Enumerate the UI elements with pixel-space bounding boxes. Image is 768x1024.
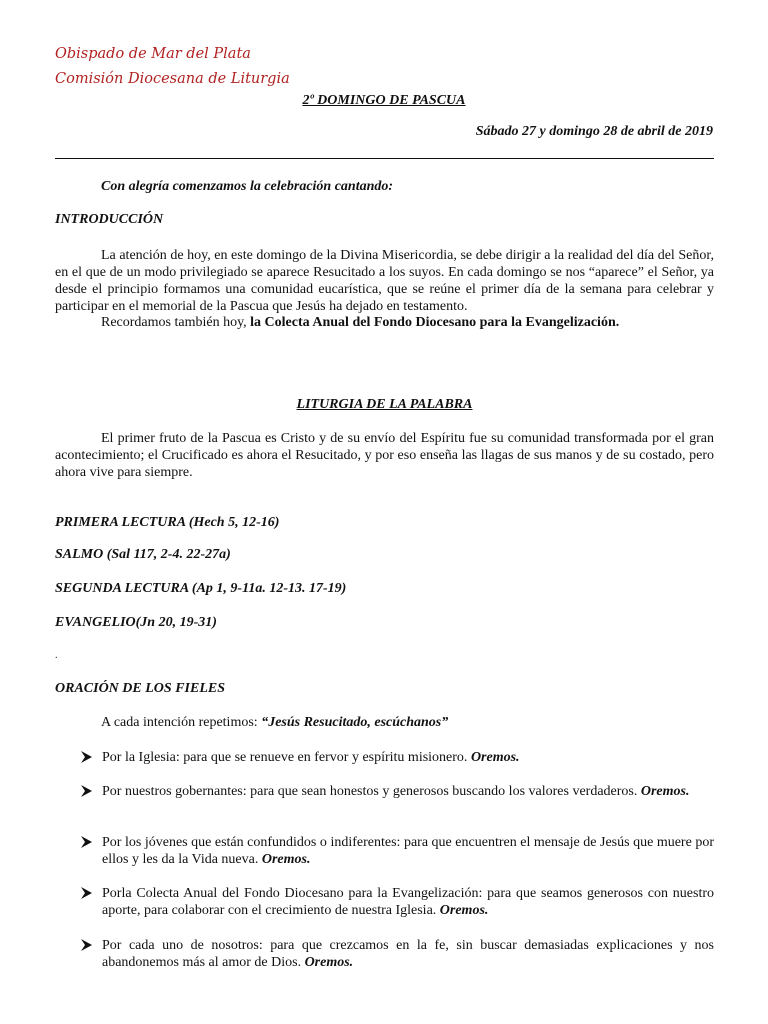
response-prefix: A cada intención repetimos: <box>101 715 258 730</box>
intention-text: Por la Iglesia: para que se renueve en fervor y espíritu misionero. Oremos. <box>102 750 520 765</box>
intention-text: Por los jóvenes que están confundidos o indiferentes: para que encuentren el mensaje de Jesús que muere por ellos y les da la Vida nueva. Oremos. <box>102 835 714 867</box>
arrow-bullet-icon <box>80 834 94 850</box>
intention-text: Porla Colecta Anual del Fondo Diocesano para la Evangelización: para que seamos generosos con nuestro aporte, para colaborar con el crecimiento de nuestra Iglesia. Oremos. <box>102 886 714 918</box>
intention-item <box>80 885 714 919</box>
intro-heading: INTRODUCCIÓN <box>55 212 164 227</box>
arrow-bullet-icon <box>80 937 94 953</box>
intention-text: Por nuestros gobernantes: para que sean honestos y generosos buscando los valores verdaderos. Oremos. <box>102 784 690 799</box>
intro-paragraph: La atención de hoy, en este domingo de la Divina Misericordia, se debe dirigir a la realidad del día del Señor, en el que de un modo privilegiado se aparece Resucitado a los suyos. En cada domingo se nos “aparece” el Señor, ya desde el principio formamos una comunidad eucarística, que se reúne el primer día de la semana para celebrar y participar en el memorial de la Pascua que Jesús ha dejado en testamento. <box>55 248 714 314</box>
reading-gospel: EVANGELIO(Jn 20, 19-31) <box>55 615 217 630</box>
intention-item <box>80 749 714 766</box>
liturgy-commission-name: Comisión Diocesana de Liturgia <box>55 71 290 87</box>
intention-item <box>80 783 714 800</box>
reading-psalm: SALMO (Sal 117, 2-4. 22-27a) <box>55 547 231 562</box>
colecta-prefix: Recordamos también hoy, <box>101 315 247 330</box>
fieles-heading: ORACIÓN DE LOS FIELES <box>55 681 225 696</box>
horizontal-rule <box>55 158 714 159</box>
colecta-reminder <box>55 314 714 331</box>
page-title: 2º DOMINGO DE PASCUA <box>302 93 466 108</box>
intention-text: Por cada uno de nosotros: para que crezcamos en la fe, sin buscar demasiadas explicaciones y nos abandonemos más al amor de Dios. Oremos. <box>102 938 714 970</box>
date-line: Sábado 27 y domingo 28 de abril de 2019 <box>475 124 713 139</box>
arrow-bullet-icon <box>80 749 94 765</box>
intention-item <box>80 834 714 868</box>
reading-second: SEGUNDA LECTURA (Ap 1, 9-11a. 12-13. 17-19) <box>55 581 347 596</box>
intention-item <box>80 937 714 971</box>
response-text: “Jesús Resucitado, escúchanos” <box>261 715 449 730</box>
liturgia-heading: LITURGIA DE LA PALABRA <box>296 397 473 412</box>
stray-dot: . <box>55 650 58 661</box>
fieles-response-line <box>101 715 701 731</box>
colecta-bold: la Colecta Anual del Fondo Diocesano para la Evangelización. <box>250 315 620 330</box>
diocese-name: Obispado de Mar del Plata <box>55 46 251 62</box>
opening-line: Con alegría comenzamos la celebración cantando: <box>101 179 394 194</box>
arrow-bullet-icon <box>80 885 94 901</box>
arrow-bullet-icon <box>80 783 94 799</box>
liturgia-paragraph: El primer fruto de la Pascua es Cristo y de su envío del Espíritu fue su comunidad transformada por el gran acontecimiento; el Crucificado es ahora el Resucitado, y por eso enseña las llagas de sus manos y de su costado, pero ahora vive para siempre. <box>55 431 714 480</box>
reading-first: PRIMERA LECTURA (Hech 5, 12-16) <box>55 515 280 530</box>
